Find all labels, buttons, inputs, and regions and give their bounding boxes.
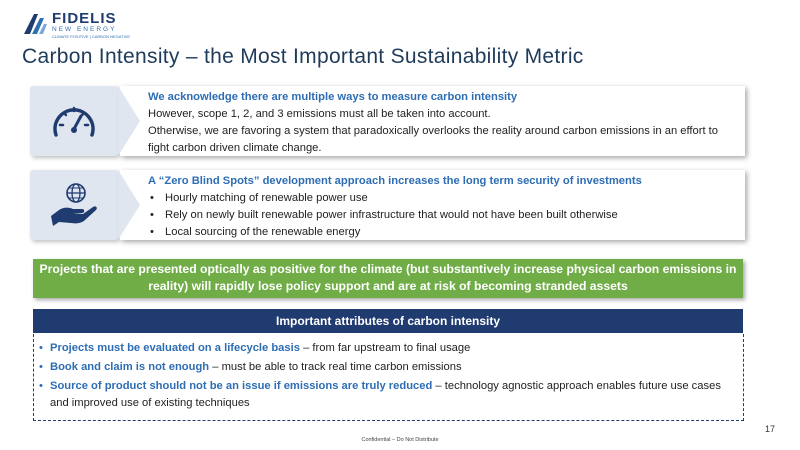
attribute-item bbox=[50, 340, 733, 357]
stranded-assets-banner: Projects that are presented optically as positive for the climate (but substantively increase physical carbon emissions in reality) will rapidly lose policy support and are at risk of becoming stranded assets bbox=[33, 259, 743, 298]
logo-mark-icon bbox=[22, 12, 48, 36]
confidential-footer: Confidential – Do Not Distribute bbox=[361, 437, 439, 443]
row2-bullet: • Rely on newly built renewable power infrastructure that would not have been built otherwise bbox=[165, 207, 737, 224]
measurement-row bbox=[30, 86, 745, 156]
logo-subtitle: NEW ENERGY bbox=[52, 26, 117, 33]
row2-icon-box bbox=[30, 170, 118, 240]
row1-heading: We acknowledge there are multiple ways to measure carbon intensity bbox=[148, 91, 518, 103]
logo-name: FIDELIS bbox=[52, 10, 117, 27]
attribute-detail: – must be able to track real time carbon emissions bbox=[209, 361, 462, 373]
row2-chevron-icon bbox=[118, 170, 140, 240]
page-number: 17 bbox=[764, 424, 775, 434]
row1-chevron-icon bbox=[118, 86, 140, 156]
row1-icon-box bbox=[30, 86, 118, 156]
row1-line2: Otherwise, we are favoring a system that paradoxically overlooks the reality around carbon emissions in an effort to fight carbon driven climate change. bbox=[148, 125, 719, 154]
row2-heading: A “Zero Blind Spots” development approach increases the long term security of investments bbox=[148, 175, 642, 187]
row2-bullet: • Local sourcing of the renewable energy bbox=[165, 224, 737, 241]
logo-tagline: CLIMATE POSITIVE | CARBON NEGATIVE bbox=[52, 34, 131, 39]
attribute-item bbox=[50, 378, 733, 412]
attribute-emphasis: Projects must be evaluated on a lifecycle basis bbox=[50, 342, 300, 354]
attributes-list bbox=[34, 334, 743, 412]
attribute-emphasis: Source of product should not be an issue if emissions are truly reduced bbox=[50, 380, 433, 392]
row2-bullet-list bbox=[148, 190, 737, 241]
attributes-heading: Important attributes of carbon intensity bbox=[33, 309, 743, 333]
attribute-detail: – technology agnostic approach enables future use cases and improved use of existing techniques bbox=[50, 380, 721, 409]
row1-panel bbox=[120, 86, 745, 156]
speedometer-icon bbox=[50, 101, 98, 141]
row1-line1: However, scope 1, 2, and 3 emissions must all be taken into account. bbox=[148, 108, 491, 120]
hand-globe-icon bbox=[49, 182, 99, 228]
attribute-emphasis: Book and claim is not enough bbox=[50, 361, 210, 373]
row2-panel bbox=[120, 170, 745, 240]
attribute-item bbox=[50, 359, 733, 376]
row2-bullet: • Hourly matching of renewable power use bbox=[165, 190, 737, 207]
company-logo bbox=[22, 10, 142, 40]
investment-row bbox=[30, 170, 745, 240]
attributes-box bbox=[33, 334, 744, 421]
page-title: Carbon Intensity – the Most Important Sustainability Metric bbox=[22, 45, 584, 68]
attribute-detail: – from far upstream to final usage bbox=[299, 342, 471, 354]
